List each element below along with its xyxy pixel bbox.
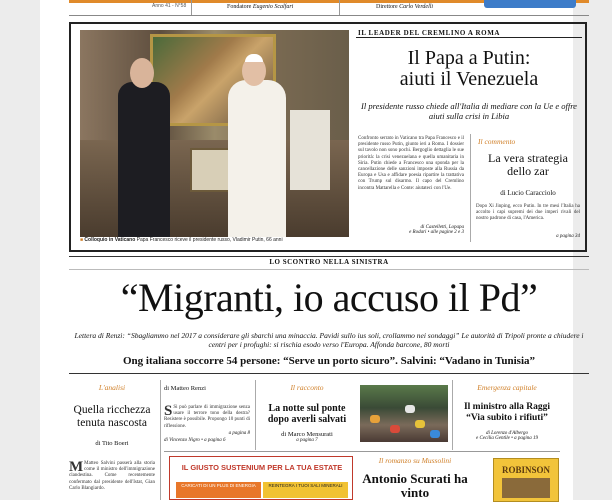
white-chair bbox=[290, 110, 330, 190]
column-rule bbox=[160, 380, 161, 500]
figure-putin bbox=[118, 82, 170, 237]
section-rule bbox=[69, 373, 589, 374]
figure-putin-head bbox=[130, 58, 154, 88]
lead-deck: Il presidente russo chiede all'Italia di mediare con la Ue e offre aiuti sulla crisi in Libia bbox=[361, 101, 577, 121]
robinson-supplement[interactable] bbox=[493, 458, 559, 502]
racconto-label: Il racconto bbox=[290, 383, 324, 392]
section-rule bbox=[164, 451, 560, 452]
lead-kicker: IL LEADER DEL CREMLINO A ROMA bbox=[358, 29, 501, 37]
section-label: LO SCONTRO NELLA SINISTRA bbox=[269, 258, 389, 266]
commento-body: Dopo Xi Jinping, ecco Putin. In tre mesi l'Italia ha accolto i capi supremi dei due imperi rivali del nostro padrone di casa, l'America. bbox=[476, 204, 580, 222]
commento-title[interactable]: La vera strategia dello zar bbox=[488, 151, 568, 178]
left-margin bbox=[0, 0, 40, 500]
promo-tile-energy: CARICATI DI UN PLUS DI ENERGIA bbox=[176, 482, 261, 498]
main-headline[interactable]: “Migranti, io accuso il Pd” bbox=[120, 275, 538, 320]
masthead-blue-badge[interactable] bbox=[484, 0, 576, 8]
column-rule bbox=[255, 380, 256, 450]
lead-byline: di Castelletti, Lopapa e Rodari • alle pagine 2 e 3 bbox=[409, 225, 464, 235]
lead-photo[interactable] bbox=[80, 30, 349, 237]
racconto-title[interactable]: La notte sul ponte dopo averli salvati bbox=[267, 403, 347, 425]
masthead-divider bbox=[339, 0, 340, 15]
promo-title: IL GIUSTO SUSTENIUM PER LA TUA ESTATE bbox=[181, 463, 343, 472]
boat-rescue-photo[interactable] bbox=[360, 385, 448, 442]
main-subheadline: Lettera di Renzi: “Sbagliammo nel 2017 a considerare gli sbarchi una minaccia. Pavidi sullo ius soli, crollammo nei sondaggi” Le autorità di Tripoli pronte a chiudere i centri per i profughi: si rischia esodo verso l'Europa. Affonda barcone, 80 morti bbox=[74, 331, 584, 349]
promo-ad[interactable] bbox=[169, 456, 353, 500]
emergenza-author: di Lorenzo d'Albergo e Cecilia Gentile • a pagina 19 bbox=[475, 431, 539, 441]
negro-author: di Vincenzo Nigro • a pagina 6 bbox=[164, 438, 226, 443]
column-rule bbox=[470, 134, 471, 242]
main-subheadline-bold: Ong italiana soccorre 54 persone: “Serve un porto sicuro”. Salvini: “Vadano in Tunisia” bbox=[122, 355, 536, 367]
masthead-divider bbox=[191, 0, 192, 15]
renzi-page: a pagina 8 bbox=[228, 431, 250, 436]
lead-body: Confronto serrato in Vaticano tra Papa Francesco e il presidente russo Putin, giunto ieri a Roma. I dossier sul tavolo non sono pochi. Bergoglio dettaglia le sue priorità: la crisi venezuelana e quella umanitaria in Siria. Putin chiede a Francesco una sponda per la cancellazione delle sanzioni imposte alla Russia da Europa e Usa e affidare poesia ripartire la trattativa con Trump sul disarmo. Il capo del Cremlino incontra Mattarella e Conte: aiutateci con l'Ue. bbox=[358, 136, 464, 191]
romanzo-label: Il romanzo su Mussolini bbox=[378, 456, 452, 465]
newspaper-front-page bbox=[40, 0, 584, 500]
promo-tile-minerals: REINTEGRA I TUOI SALI MINERALI bbox=[263, 482, 348, 498]
direttore: Direttore Carlo Verdelli bbox=[376, 4, 434, 10]
figure-pope bbox=[228, 80, 286, 237]
robinson-title: ROBINSON bbox=[501, 465, 550, 475]
column-rule bbox=[452, 380, 453, 450]
robinson-cover-image bbox=[502, 478, 550, 498]
dropcap: S bbox=[164, 403, 173, 419]
romanzo-title[interactable]: Antonio Scurati ha vinto bbox=[362, 471, 468, 500]
issue-number: Anno 41 - N°58 bbox=[152, 3, 187, 9]
analisi-label: L'analisi bbox=[98, 383, 126, 392]
section-rule bbox=[69, 269, 589, 270]
section-rule bbox=[69, 256, 589, 257]
figure-pope-cap bbox=[245, 54, 263, 62]
commento-author: di Lucio Caracciolo bbox=[500, 189, 556, 197]
racconto-page: a pagina 7 bbox=[296, 438, 318, 443]
dropcap: M bbox=[69, 459, 84, 475]
emergenza-title[interactable]: Il ministro alla Raggi “Via subito i rifiuti” bbox=[463, 402, 551, 423]
commento-label: Il commento bbox=[478, 137, 516, 146]
photo-caption: ■ Colloquio in Vaticano Papa Francesco riceve il presidente russo, Vladimir Putin, 66 anni bbox=[80, 237, 283, 243]
lead-headline[interactable]: Il Papa a Putin: aiuti il Venezuela bbox=[399, 47, 539, 90]
fondatore: Fondatore Eugenio Scalfari bbox=[227, 4, 294, 10]
commento-page: a pagina 34 bbox=[556, 234, 580, 239]
kicker-rule bbox=[356, 37, 582, 38]
renzi-body: S Si può parlare di immigrazione senza usare il terrore tono della destra? Resistere è possibile. Propongo 10 punti di riflessione. bbox=[164, 403, 250, 429]
racconto-author: di Marco Mensurati bbox=[281, 431, 333, 438]
renzi-author: di Matteo Renzi bbox=[164, 385, 206, 392]
emergenza-label: Emergenza capitale bbox=[477, 383, 537, 392]
analisi-body: M Matteo Salvini passerà alla storia come il ministro dell'immigrazione clandestina. Come recentemente confermato dal presidente dell'Istat, Gian Carlo Blangiardo. bbox=[69, 459, 155, 491]
analisi-author: di Tito Boeri bbox=[95, 440, 129, 447]
analisi-title[interactable]: Quella ricchezza tenuta nascosta bbox=[73, 404, 151, 429]
masthead-strip bbox=[69, 0, 589, 16]
